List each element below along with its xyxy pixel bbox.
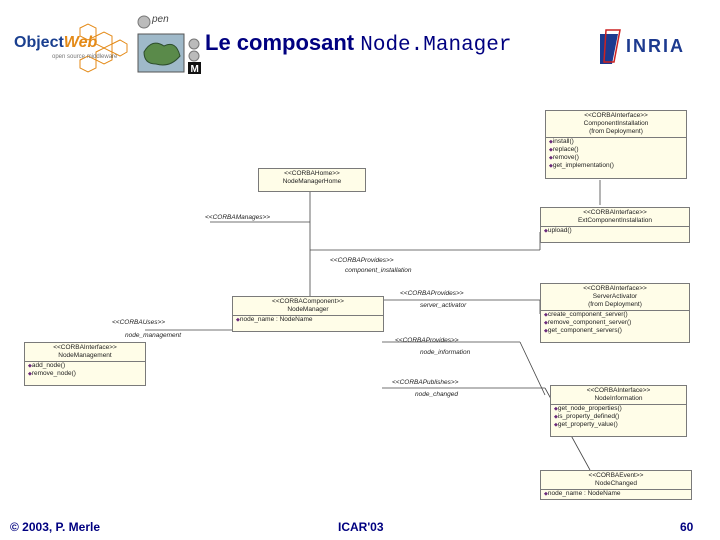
footer-copyright: © 2003, P. Merle [10, 520, 101, 534]
label-node-changed: node_changed [415, 391, 459, 398]
openm-wordmark: pen [152, 14, 169, 25]
class-node-information: <<CORBAInterface>> NodeInformation ◆ get_node_properties() ◆ is_property_defined() ◆ get_property_value() [550, 385, 687, 437]
class-nodemanager-home: <<CORBAHome>> NodeManagerHome [258, 168, 366, 192]
label-provides-info: <<CORBAProvides>> [395, 337, 459, 344]
label-uses-management: <<CORBAUses>> [112, 319, 166, 326]
label-provides-install: <<CORBAProvides>> [330, 257, 394, 264]
class-ext-component-installation: <<CORBAInterface>> ExtComponentInstallation ◆ upload() [540, 207, 690, 243]
label-component-installation: component_installation [345, 267, 412, 274]
class-server-activator: <<CORBAInterface>> ServerActivator (from Deployment) ◆ create_component_server() ◆ remove_component_server() ◆ get_component_servers() [540, 283, 690, 343]
label-manages: <<CORBAManages>> [205, 214, 271, 221]
label-publishes: <<CORBAPublishes>> [392, 379, 459, 386]
label-server-activator: server_activator [420, 302, 467, 309]
objectweb-wordmark: ObjectWeb [14, 34, 98, 51]
class-nodemanager-component: <<CORBAComponent>> NodeManager ◆ node_name : NodeName [232, 296, 384, 332]
label-node-information: node_information [420, 349, 471, 356]
class-node-changed: <<CORBAEvent>> NodeChanged ◆ node_name : NodeName [540, 470, 692, 500]
inria-wordmark: INRIA [626, 36, 685, 56]
footer-conference: ICAR'03 [338, 520, 384, 534]
svg-text:M: M [190, 64, 199, 74]
label-provides-server: <<CORBAProvides>> [400, 290, 464, 297]
page-number: 60 [680, 520, 694, 534]
label-node-management: node_management [125, 332, 182, 339]
page-title: Le composant Node.Manager [205, 30, 512, 57]
objectweb-tagline: open source middleware [52, 54, 118, 60]
class-node-management: <<CORBAInterface>> NodeManagement ◆ add_node() ◆ remove_node() [24, 342, 146, 386]
class-component-installation: <<CORBAInterface>> ComponentInstallation (from Deployment) ◆ install() ◆ replace() ◆ remove() ◆ get_implementation() [545, 110, 687, 179]
